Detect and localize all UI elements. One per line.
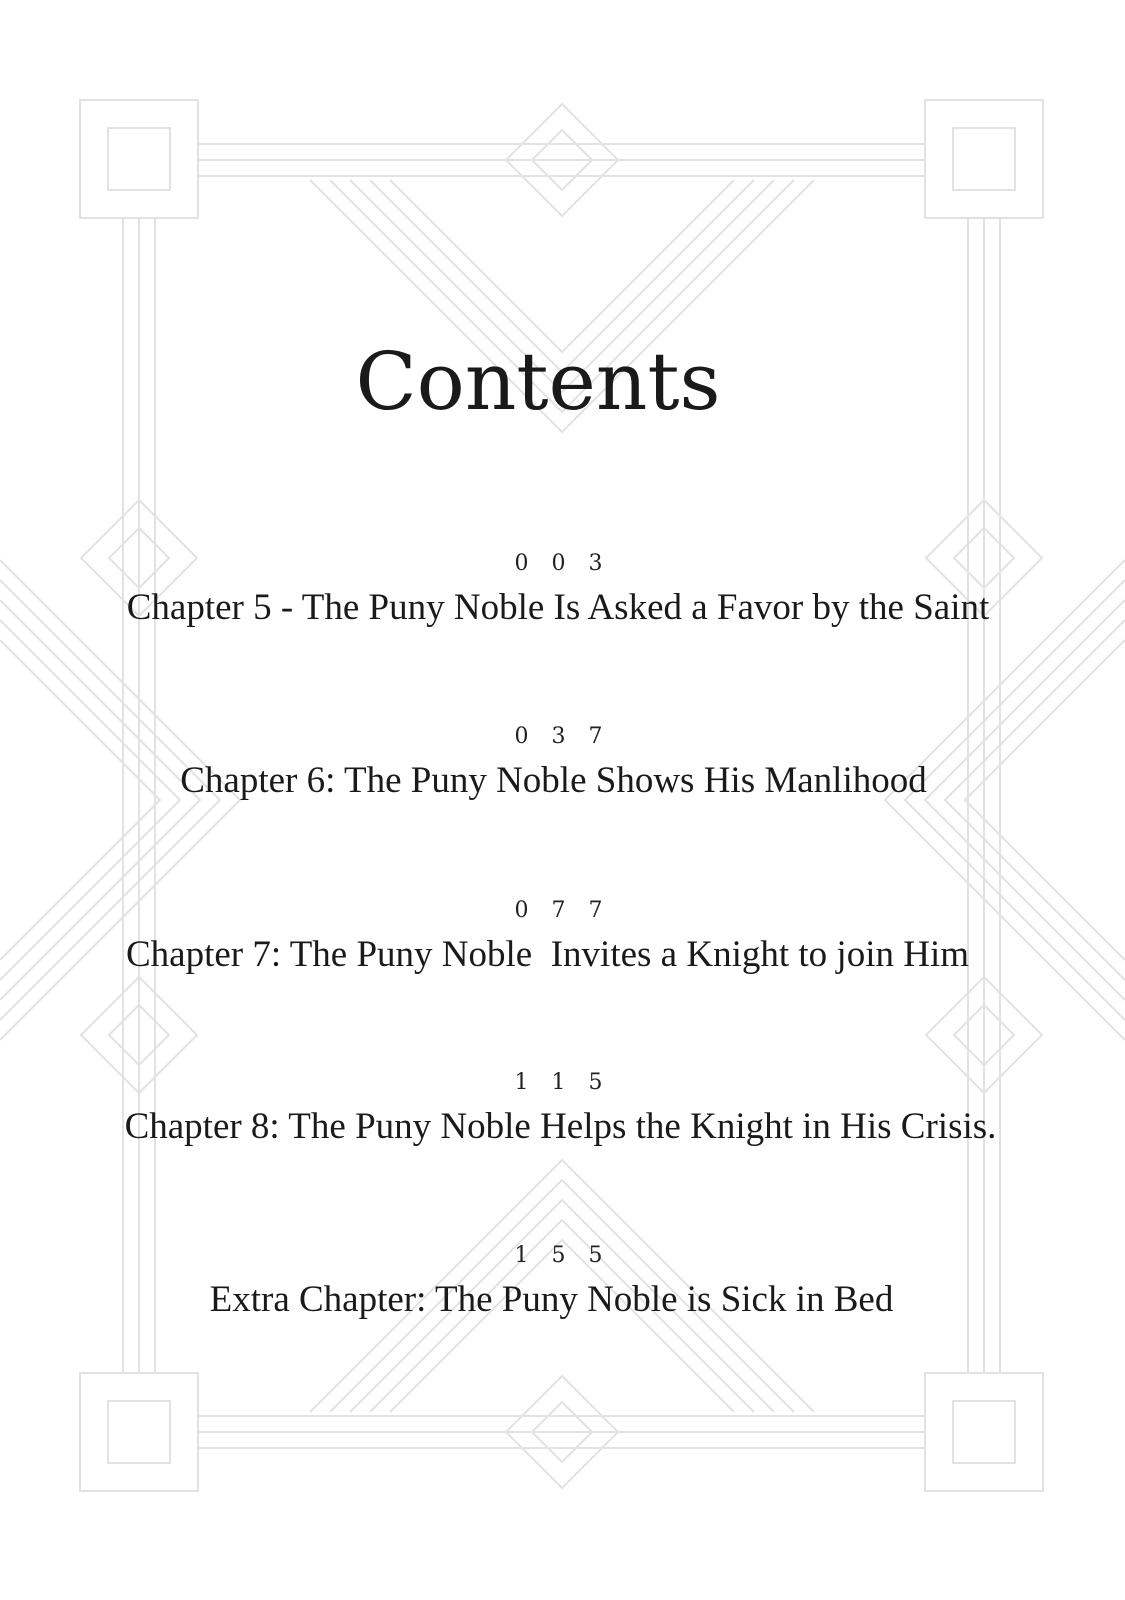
toc-entry[interactable] <box>0 553 1125 626</box>
corner-square-top-left <box>80 100 198 218</box>
toc-entry[interactable] <box>0 1245 1125 1318</box>
top-rails <box>198 144 925 176</box>
toc-entry[interactable] <box>0 900 1125 973</box>
page-number: 0 3 7 <box>514 724 611 749</box>
page-number: 1 1 5 <box>514 1070 611 1095</box>
corner-square-bottom-left <box>80 1373 198 1491</box>
chapter-title: Chapter 7: The Puny Noble Invites a Knight to join Him <box>125 934 970 975</box>
toc-entry[interactable] <box>0 1072 1125 1145</box>
chapter-title: Chapter 5 - The Puny Noble Is Asked a Favor by the Saint <box>126 587 990 628</box>
chapter-title: Chapter 8: The Puny Noble Helps the Knight in His Crisis. <box>124 1106 997 1147</box>
page-number: 0 7 7 <box>514 898 611 923</box>
chapter-title: Chapter 6: The Puny Noble Shows His Manlihood <box>180 760 927 801</box>
chapter-title: Extra Chapter: The Puny Noble is Sick in Bed <box>209 1279 894 1320</box>
bottom-rails <box>198 1416 925 1448</box>
corner-square-bottom-right <box>925 1373 1043 1491</box>
toc-entry[interactable] <box>0 726 1125 799</box>
page-number: 0 0 3 <box>514 551 611 576</box>
page-title: Contents <box>355 335 721 428</box>
corner-square-top-right <box>925 100 1043 218</box>
page-number: 1 5 5 <box>514 1243 611 1268</box>
